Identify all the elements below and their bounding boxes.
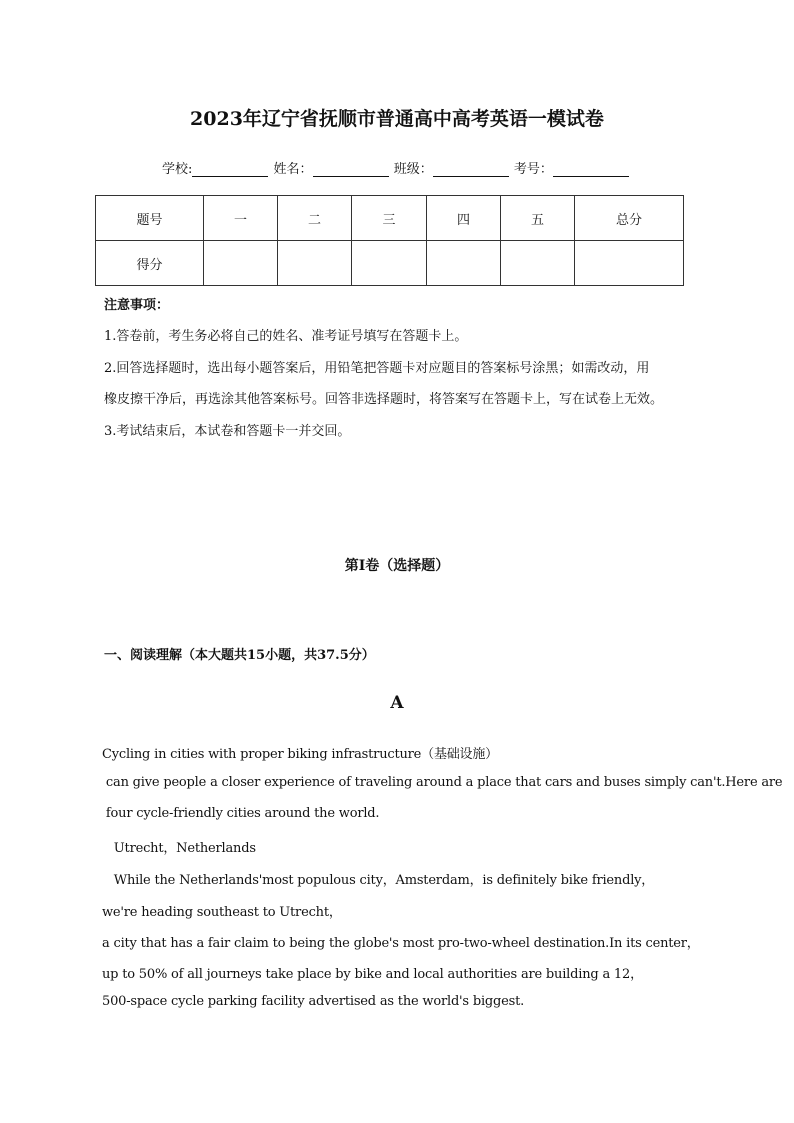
name-blank[interactable] <box>313 162 389 177</box>
section-title: 第I卷（选择题） <box>344 558 450 574</box>
number-label: 考号： <box>513 162 553 177</box>
passage-line: Utrecht，Netherlands <box>102 841 256 856</box>
header-cell: 题号 <box>96 196 204 241</box>
header-cell: 总分 <box>575 196 684 241</box>
score-cell[interactable] <box>278 241 352 286</box>
score-cell[interactable] <box>427 241 501 286</box>
passage-line: a city that has a fair claim to being the globe's most pro-two-wheel destination.In its center， <box>102 936 700 951</box>
score-table <box>95 195 684 286</box>
passage-line: Cycling in cities with proper biking infrastructure（基础设施） <box>102 747 498 762</box>
header-cell: 四 <box>427 196 501 241</box>
passage-line: can give people a closer experience of traveling around a place that cars and buses simply can't.Here are <box>102 775 783 790</box>
class-blank[interactable] <box>433 162 509 177</box>
notes-heading: 注意事项： <box>104 298 170 313</box>
header-cell: 三 <box>352 196 427 241</box>
passage-letter: A <box>390 693 404 713</box>
number-blank[interactable] <box>553 162 629 177</box>
passage-line: we're heading southeast to Utrecht， <box>102 905 342 920</box>
notes-item: 3.考试结束后，本试卷和答题卡一并交回。 <box>104 424 351 439</box>
passage-line: While the Netherlands'most populous city，Amsterdam，is definitely bike friendly， <box>102 873 655 888</box>
passage-line: 500-space cycle parking facility advertised as the world's biggest. <box>102 994 525 1009</box>
score-cell[interactable] <box>352 241 427 286</box>
part-title: 一、阅读理解（本大题共15小题，共37.5分） <box>104 648 375 663</box>
class-label: 班级： <box>393 162 433 177</box>
score-table-score-row <box>96 241 684 286</box>
header-cell: 二 <box>278 196 352 241</box>
row-label-cell: 得分 <box>96 241 204 286</box>
notes-item: 橡皮擦干净后，再选涂其他答案标号。回答非选择题时，将答案写在答题卡上，写在试卷上无效。 <box>104 392 664 407</box>
score-cell[interactable] <box>575 241 684 286</box>
page-title: 2023年辽宁省抚顺市普通高中高考英语一模试卷 <box>190 108 604 130</box>
score-cell[interactable] <box>501 241 575 286</box>
passage-line: up to 50% of all journeys take place by bike and local authorities are building a 12， <box>102 967 643 982</box>
score-table-header-row <box>96 196 684 241</box>
name-label: 姓名： <box>273 162 313 177</box>
notes-item: 1.答卷前，考生务必将自己的姓名、准考证号填写在答题卡上。 <box>104 329 468 344</box>
header-cell: 五 <box>501 196 575 241</box>
school-blank[interactable] <box>192 162 268 177</box>
score-cell[interactable] <box>204 241 278 286</box>
passage-line: four cycle-friendly cities around the world. <box>102 806 380 821</box>
header-cell: 一 <box>204 196 278 241</box>
student-info <box>162 158 630 177</box>
school-label: 学校: <box>162 162 193 177</box>
notes-item: 2.回答选择题时，选出每小题答案后，用铅笔把答题卡对应题目的答案标号涂黑；如需改动，用 <box>104 361 650 376</box>
